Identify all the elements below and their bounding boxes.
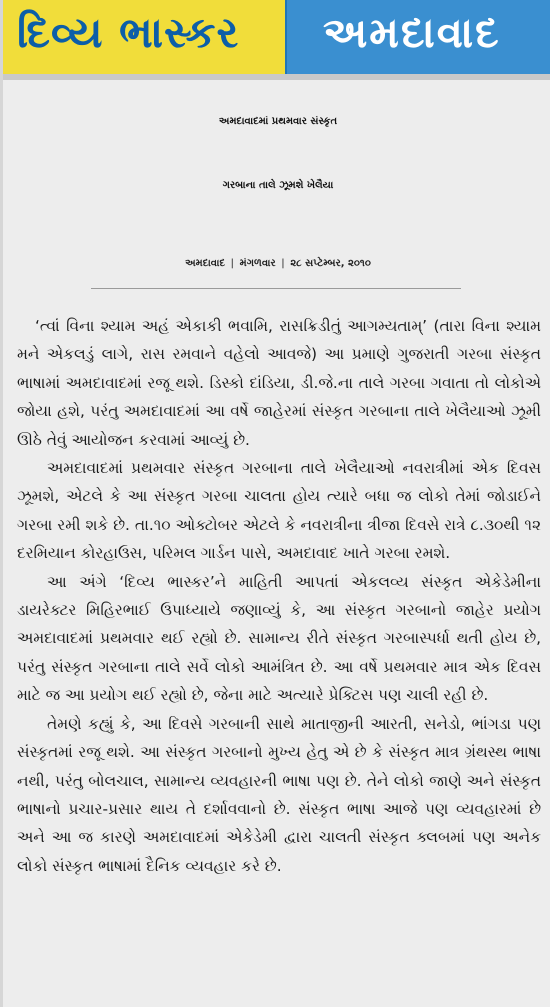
- edition-city: અમદાવાદ: [323, 8, 501, 57]
- masthead-divider: [3, 74, 550, 80]
- article-paragraph: તેમણે કહ્યું કે, આ દિવસે ગરબાની સાથે માતાજીની આરતી, સનેડો, ભાંગડા પણ સંસ્કૃતમાં રજૂ થશે. આ સંસ્કૃત ગરબાનો મુખ્ય હેતુ એ છે કે સંસ્કૃત માત્ર ગ્રંથસ્થ ભાષા નથી, પરંતુ બોલચાલ, સામાન્ય વ્યવહારની ભાષા પણ છે. તેને લોકો જાણે અને સંસ્કૃત ભાષાનો પ્રચાર-પ્રસાર થાય તે દર્શાવવાનો છે. સંસ્કૃત ભાષા આજે પણ વ્યવહારમાં છે અને આ જ કારણે અમદાવાદમાં એકેડેમી દ્વારા ચાલતી સંસ્કૃત ક્લબમાં પણ અનેક લોકો સંસ્કૃત ભાષામાં દૈનિક વ્યવહાર કરે છે.: [17, 714, 541, 875]
- dateline-separator: |: [230, 258, 235, 269]
- headline-line-1: અમદાવાદમાં પ્રથમવાર સંસ્કૃત: [218, 116, 338, 127]
- dateline-separator: |: [281, 258, 285, 269]
- newspaper-name: દિવ્ય ભાસ્કર: [17, 8, 240, 57]
- headline: [3, 90, 550, 218]
- masthead: [3, 0, 550, 74]
- article-body: [17, 312, 541, 880]
- masthead-brand-panel: [3, 0, 287, 74]
- dateline-rule: [91, 288, 461, 289]
- dateline-day: મંગળવાર: [239, 258, 276, 269]
- dateline-date: ૨૮ સપ્ટેમ્બર, ૨૦૧૦: [290, 258, 371, 269]
- article-paragraph: ‘ત્વાં વિના શ્યામ અહં એકાકી ભવામિ, રાસક્રિડીતું આગમ્યતામ્’ (તારા વિના શ્યામ મને એકલડું લાગે, રાસ રમવાને વહેલો આવજે) આ પ્રમાણે ગુજરાતી ગરબા સંસ્કૃત ભાષામાં અમદાવાદમાં રજૂ થશે. ડિસ્કો દાંડિયા, ડી.જે.ના તાલે ગરબા ગવાતા તો લોકોએ જોયા હશે, પરંતુ અમદાવાદમાં આ વર્ષે જાહેરમાં સંસ્કૃત ગરબાના તાલે ખેલૈયાઓ ઝૂમી ઊઠે તેવું આયોજન કરવામાં આવ્યું છે.: [17, 317, 541, 449]
- headline-line-2: ગરબાના તાલે ઝૂમશે ખેલૈયા: [222, 180, 334, 191]
- masthead-city-panel: [287, 0, 550, 74]
- dateline-city: અમદાવાદ: [185, 258, 226, 269]
- dateline: [3, 258, 550, 269]
- article-paragraph: આ અંગે ‘દિવ્ય ભાસ્કર’ને માહિતી આપતાં એકલવ્ય સંસ્કૃત એકેડેમીના ડાયરેક્ટર મિહિરભાઈ ઉપાધ્યાયે જણાવ્યું કે, આ સંસ્કૃત ગરબાનો જાહેર પ્રયોગ અમદાવાદમાં પ્રથમવાર થઈ રહ્યો છે. સામાન્ય રીતે સંસ્કૃત ગરબાસ્પર્ધા થતી હોય છે, પરંતુ સંસ્કૃત ગરબાના તાલે સર્વે લોકો આમંત્રિત છે. આ વર્ષે પ્રથમવાર માત્ર એક દિવસ માટે જ આ પ્રયોગ થઈ રહ્યો છે, જેના માટે અત્યારે પ્રેક્ટિસ પણ ચાલી રહી છે.: [17, 572, 541, 705]
- article-paragraph: અમદાવાદમાં પ્રથમવાર સંસ્કૃત ગરબાના તાલે ખેલૈયાઓ નવરાત્રીમાં એક દિવસ ઝૂમશે, એટલે કે આ સંસ્કૃત ગરબા ચાલતા હોય ત્યારે બધા જ લોકો તેમાં જોડાઈને ગરબા રમી શકે છે. તા.૧૦ ઓક્ટોબર એટલે કે નવરાત્રીના ત્રીજા દિવસે રાત્રે ૮.૩૦થી ૧૨ દરમિયાન કોરહાઉસ, પરિમલ ગાર્ડન પાસે, અમદાવાદ ખાતે ગરબા રમશે.: [17, 459, 541, 563]
